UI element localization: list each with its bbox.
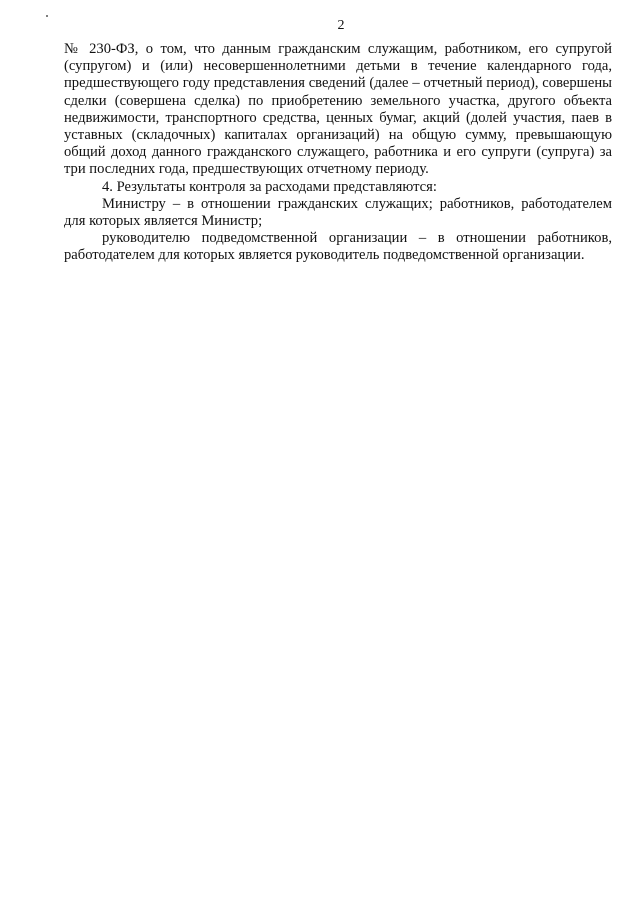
paragraph-minister: Министру – в отношении гражданских служащих; работников, работодателем для которых является Министр; [64,195,612,230]
paragraph-continuation: № 230-ФЗ, о том, что данным гражданским служащим, работником, его супругой (супругом) и (или) несовершеннолетними детьми в течение календарного года, предшествующего году представления сведений (далее – отчетный период), совершены сделки (совершена сделка) по приобретению земельного участка, другого объекта недвижимости, транспортного средства, ценных бумаг, акций (долей участия, паев в уставных (складочных) капиталах организаций) на общую сумму, превышающую общий доход данного гражданского служащего, работника и его супруги (супруга) за три последних года, предшествующих отчетному периоду. [64,41,612,178]
document-body [64,41,612,265]
paragraph-item-4: 4. Результаты контроля за расходами представляются: [102,178,437,195]
scan-speck [46,15,48,17]
paragraph-organization-head: руководителю подведомственной организации – в отношении работников, работодателем для которых является руководитель подведомственной организации. [64,230,612,264]
page-number: 2 [337,18,345,33]
